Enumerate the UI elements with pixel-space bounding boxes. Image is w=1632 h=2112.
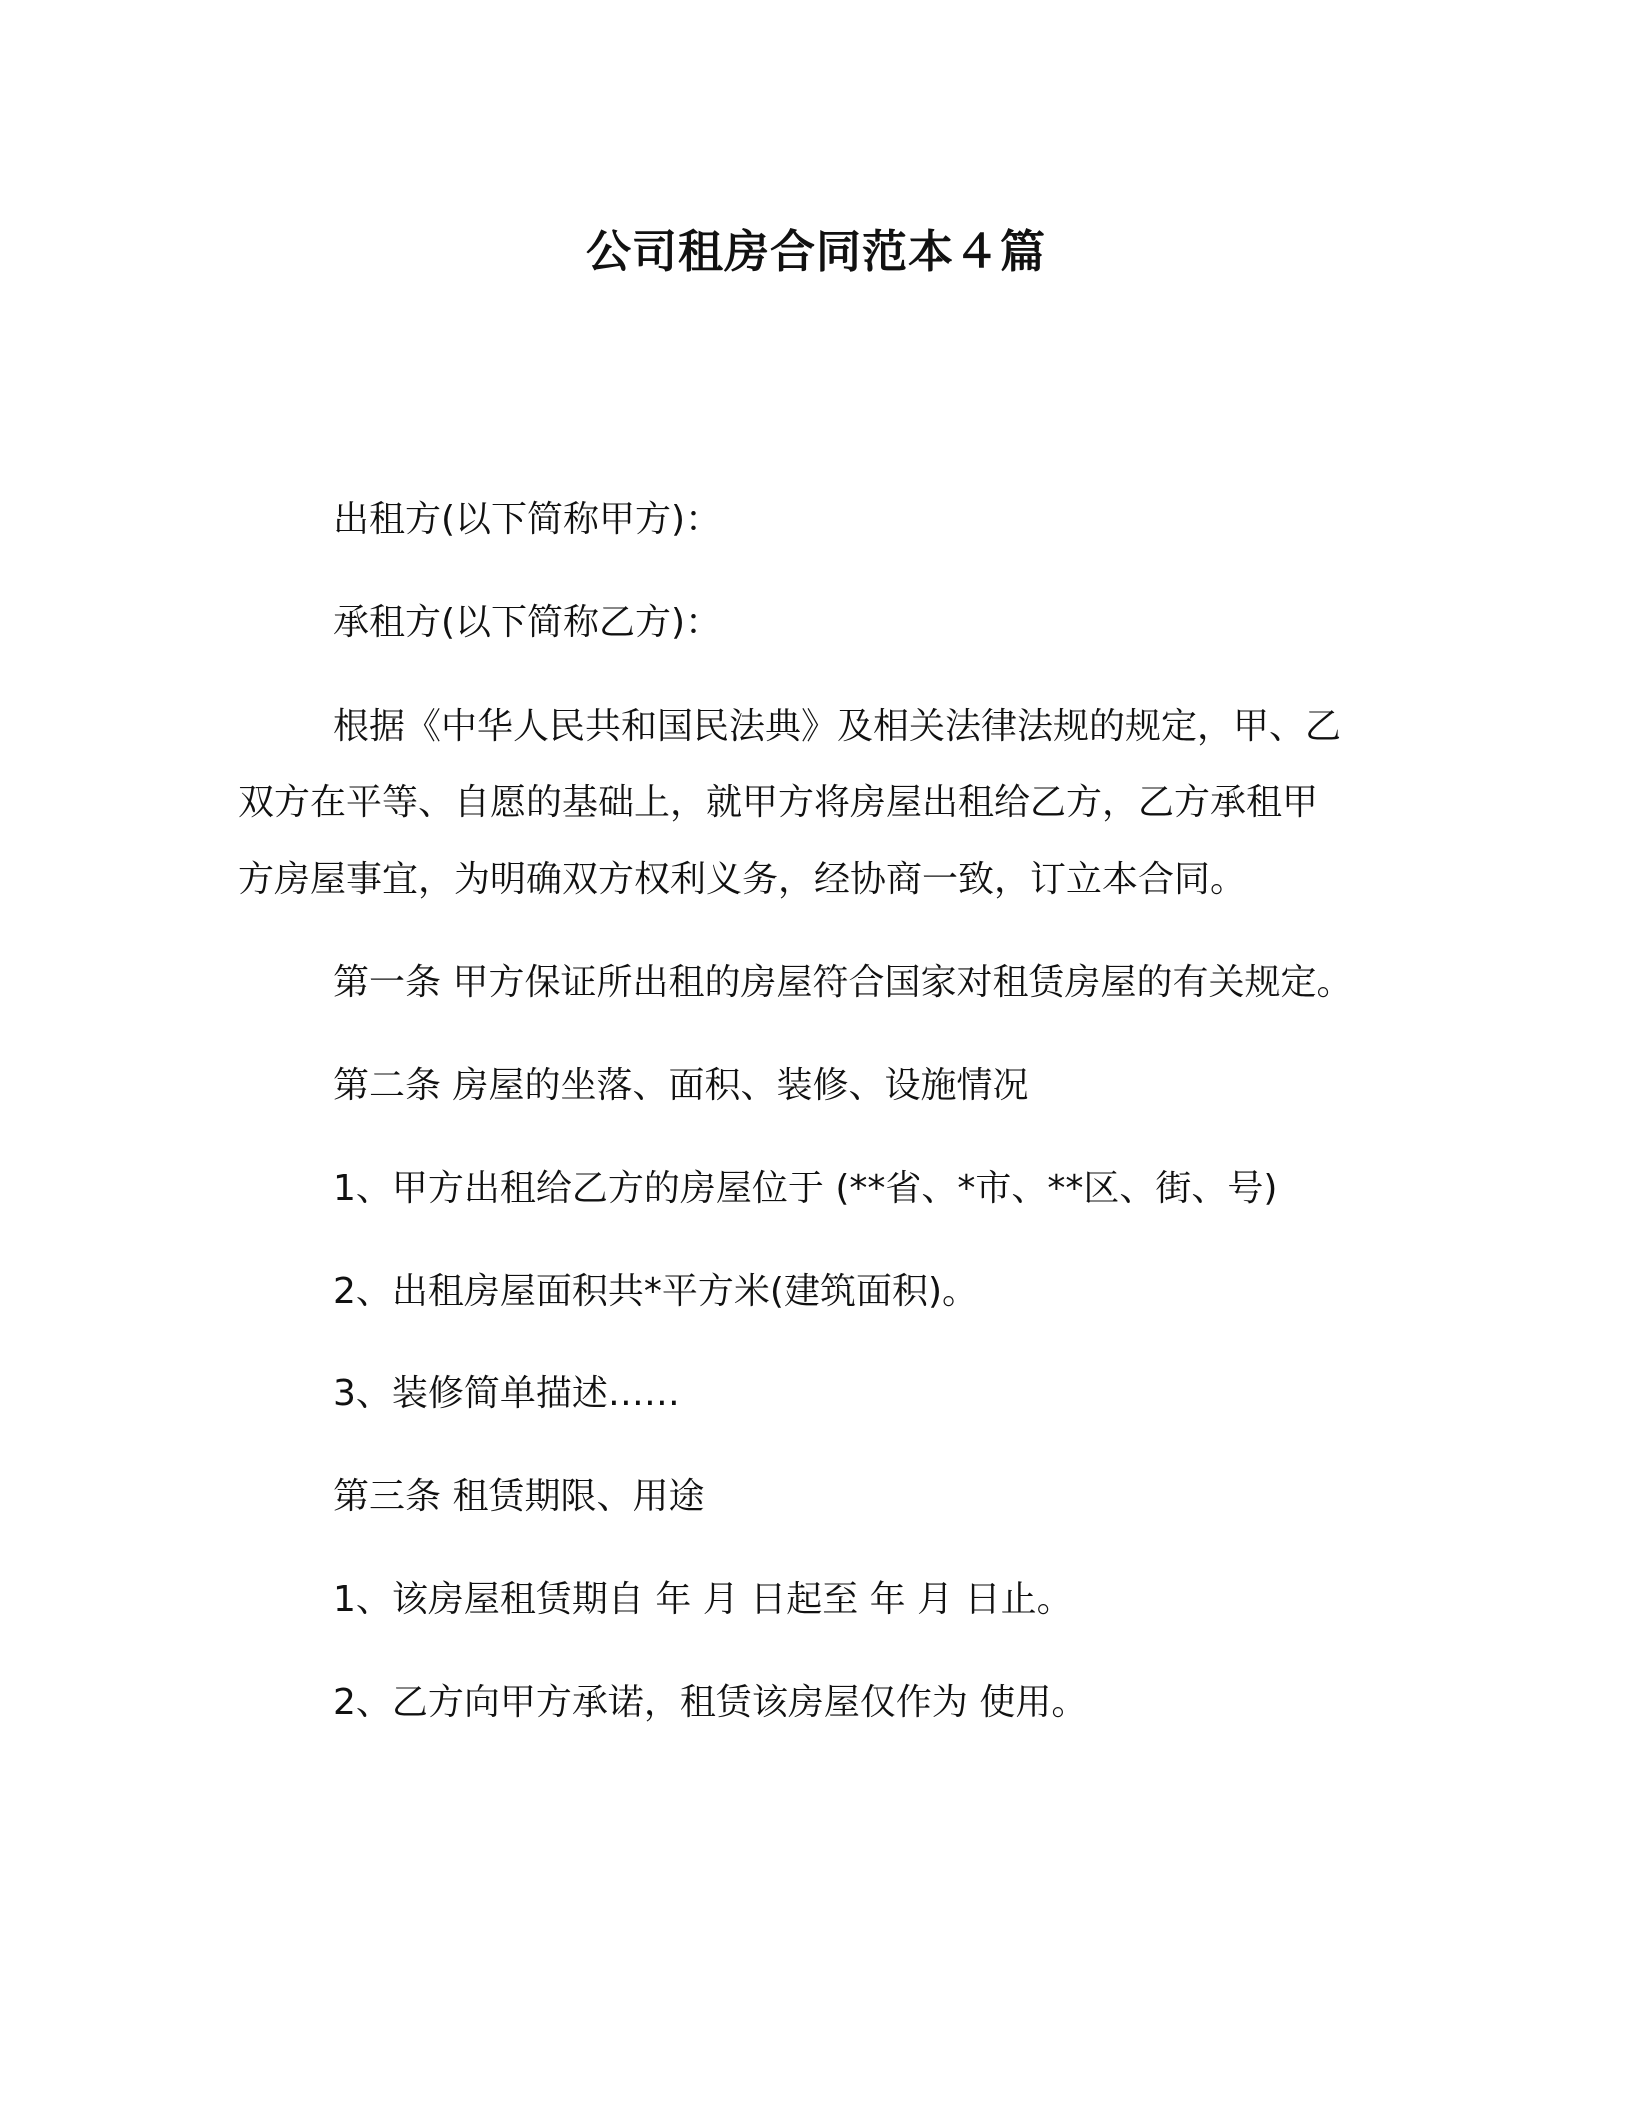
article-1: 第一条 甲方保证所出租的房屋符合国家对租赁房屋的有关规定。 (333, 962, 1353, 1003)
preamble-line-1: 根据《中华人民共和国民法典》及相关法律法规的规定，甲、乙 (333, 706, 1342, 747)
document-title: 公司租房合同范本４篇 (585, 225, 1046, 278)
article-3-item-2: 2、乙方向甲方承诺，租赁该房屋仅作为 使用。 (333, 1682, 1088, 1723)
article-3-item-1: 1、该房屋租赁期自 年 月 日起至 年 月 日止。 (333, 1579, 1073, 1620)
lessee-line: 承租方(以下简称乙方)： (333, 602, 722, 643)
article-2-item-1: 1、甲方出租给乙方的房屋位于 (**省、*市、**区、街、号) (333, 1168, 1278, 1209)
article-2-item-2: 2、出租房屋面积共*平方米(建筑面积)。 (333, 1271, 978, 1312)
article-2-item-3: 3、装修简单描述…… (333, 1373, 680, 1414)
preamble-line-2: 双方在平等、自愿的基础上，就甲方将房屋出租给乙方，乙方承租甲 (238, 782, 1319, 823)
article-2-heading: 第二条 房屋的坐落、面积、装修、设施情况 (333, 1065, 1029, 1106)
article-3-heading: 第三条 租赁期限、用途 (333, 1476, 705, 1517)
preamble-line-3: 方房屋事宜，为明确双方权利义务，经协商一致，订立本合同。 (238, 859, 1247, 900)
lessor-line: 出租方(以下简称甲方)： (333, 499, 722, 540)
